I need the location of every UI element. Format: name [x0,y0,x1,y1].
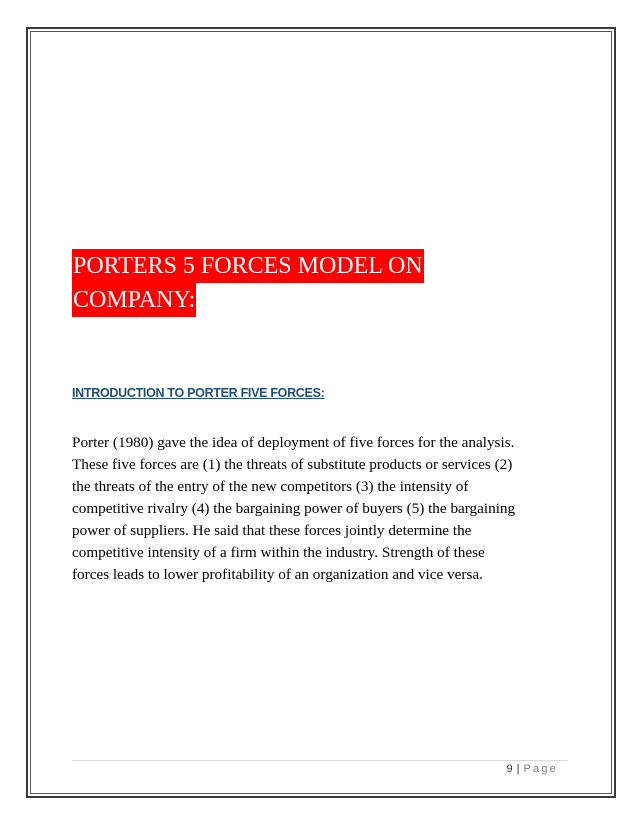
footer-separator: | [516,763,520,775]
body-paragraph [72,432,568,586]
page-footer [507,763,558,775]
paragraph-line: Porter (1980) gave the idea of deployment of five forces for the analysis. [72,434,515,451]
paragraph-line: the threats of the entry of the new competitors (3) the intensity of [72,478,469,495]
footer-divider [72,760,568,761]
paragraph-line: power of suppliers. He said that these forces jointly determine the [72,522,472,539]
paragraph-line: forces leads to lower profitability of an organization and vice versa. [72,566,483,583]
paragraph-line: competitive intensity of a firm within the industry. Strength of these [72,544,485,561]
title-line-1: PORTERS 5 FORCES MODEL ON [72,249,424,283]
title-line-2: COMPANY: [72,283,196,317]
paragraph-line: These five forces are (1) the threats of substitute products or services (2) [72,456,513,473]
section-heading: INTRODUCTION TO PORTER FIVE FORCES: [72,386,325,400]
page-number: 9 [506,763,513,775]
page-title [72,249,424,317]
page-border-inner [30,31,612,794]
paragraph-line: competitive rivalry (4) the bargaining power of buyers (5) the bargaining [72,500,516,517]
page-label: Page [523,763,558,775]
